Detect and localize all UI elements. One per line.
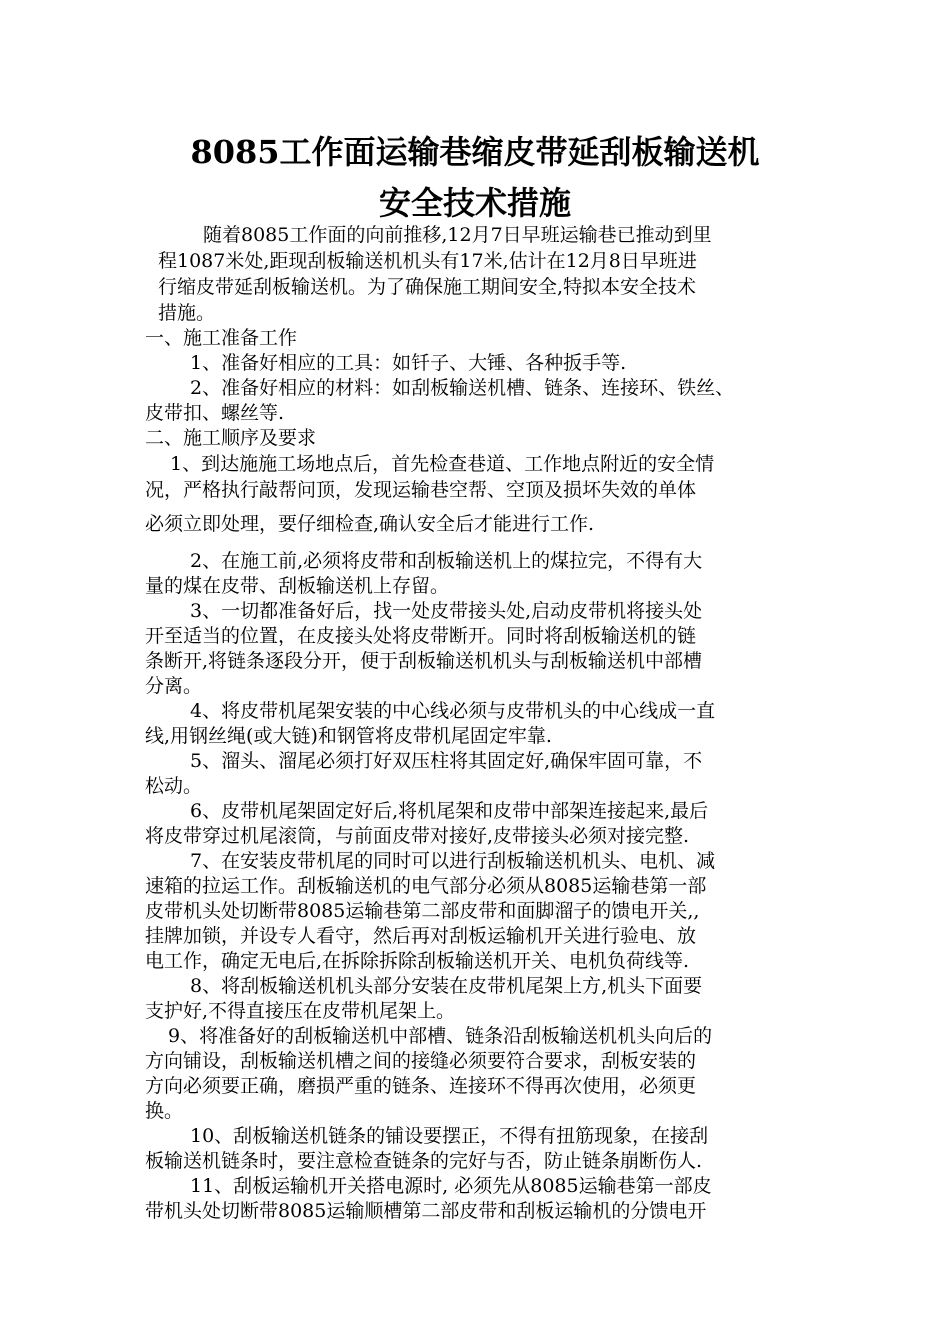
paragraph-line: 程1087米处,距现刮板输送机机头有17米,估计在12月8日早班进 (158, 250, 697, 272)
paragraph-line: 必须立即处理，要仔细检查,确认安全后才能进行工作. (145, 513, 595, 535)
paragraph-line: 4、将皮带机尾架安装的中心线必须与皮带机头的中心线成一直 (190, 700, 716, 722)
paragraph-line: 随着8085工作面的向前推移,12月7日早班运输巷已推动到里 (203, 224, 712, 246)
paragraph-line: 支护好,不得直接压在皮带机尾架上。 (145, 1000, 456, 1022)
paragraph-line: 分离。 (145, 675, 203, 697)
paragraph-line: 8、将刮板输送机机头部分安装在皮带机尾架上方,机头下面要 (190, 975, 703, 997)
paragraph-line: 条断开,将链条逐段分开，便于刮板输送机机头与刮板输送机中部槽 (145, 650, 703, 672)
paragraph-line: 5、溜头、溜尾必须打好双压柱将其固定好,确保牢固可靠，不 (190, 750, 703, 772)
paragraph-line: 量的煤在皮带、刮板输送机上存留。 (145, 575, 450, 597)
paragraph-line: 电工作，确定无电后,在拆除拆除刮板输送机开关、电机负荷线等. (145, 950, 690, 972)
document-title-line-2: 安全技术措施 (378, 184, 571, 222)
paragraph-line: 况，严格执行敲帮问顶，发现运输巷空帮、空顶及损坏失效的单体 (145, 479, 697, 501)
paragraph-line: 3、一切都准备好后，找一处皮带接头处,启动皮带机将接头处 (190, 600, 703, 622)
paragraph-line: 速箱的拉运工作。刮板输送机的电气部分必须从8085运输巷第一部 (145, 875, 707, 897)
section-heading: 一、施工准备工作 (145, 327, 298, 349)
paragraph-line: 换。 (145, 1100, 184, 1122)
paragraph-line: 方向铺设，刮板输送机槽之间的接缝必须要符合要求，刮板安装的 (145, 1050, 697, 1072)
paragraph-line: 2、在施工前,必须将皮带和刮板输送机上的煤拉完，不得有大 (190, 550, 703, 572)
section-heading: 二、施工顺序及要求 (145, 427, 317, 449)
paragraph-line: 松动。 (145, 775, 203, 797)
paragraph-line: 1、到达施施工场地点后，首先检查巷道、工作地点附近的安全情 (170, 453, 715, 475)
paragraph-line: 线,用钢丝绳(或大链)和钢管将皮带机尾固定牢靠. (145, 725, 552, 747)
paragraph-line: 带机头处切断带8085运输顺槽第二部皮带和刮板运输机的分馈电开 (145, 1200, 707, 1222)
paragraph-line: 皮带扣、螺丝等. (145, 402, 285, 424)
paragraph-line: 7、在安装皮带机尾的同时可以进行刮板输送机机头、电机、减 (190, 850, 716, 872)
paragraph-line: 11、刮板运输机开关搭电源时, 必须先从8085运输巷第一部皮 (190, 1175, 712, 1197)
paragraph-line: 行缩皮带延刮板输送机。为了确保施工期间安全,特拟本安全技术 (158, 276, 697, 298)
paragraph-line: 10、刮板输送机链条的铺设要摆正，不得有扭筋现象，在接刮 (190, 1125, 709, 1147)
paragraph-line: 9、将准备好的刮板输送机中部槽、链条沿刮板输送机机头向后的 (168, 1025, 713, 1047)
paragraph-line: 2、准备好相应的材料：如刮板输送机槽、链条、连接环、铁丝、 (190, 377, 735, 399)
paragraph-line: 开至适当的位置，在皮接头处将皮带断开。同时将刮板输送机的链 (145, 625, 697, 647)
document-title-line-1: 8085工作面运输巷缩皮带延刮板输送机 (190, 133, 760, 171)
paragraph-line: 挂牌加锁，并设专人看守，然后再对刮板运输机开关进行验电、放 (145, 925, 697, 947)
paragraph-line: 皮带机头处切断带8085运输巷第二部皮带和面脚溜子的馈电开关,, (145, 900, 700, 922)
paragraph-line: 1、准备好相应的工具：如钎子、大锤、各种扳手等. (190, 352, 627, 374)
paragraph-line: 6、皮带机尾架固定好后,将机尾架和皮带中部架连接起来,最后 (190, 800, 709, 822)
paragraph-line: 措施。 (158, 302, 216, 324)
paragraph-line: 板输送机链条时，要注意检查链条的完好与否，防止链条崩断伤人. (145, 1150, 703, 1172)
paragraph-line: 方向必须要正确，磨损严重的链条、连接环不得再次使用，必须更 (145, 1075, 697, 1097)
paragraph-line: 将皮带穿过机尾滚筒，与前面皮带对接好,皮带接头必须对接完整. (145, 825, 690, 847)
